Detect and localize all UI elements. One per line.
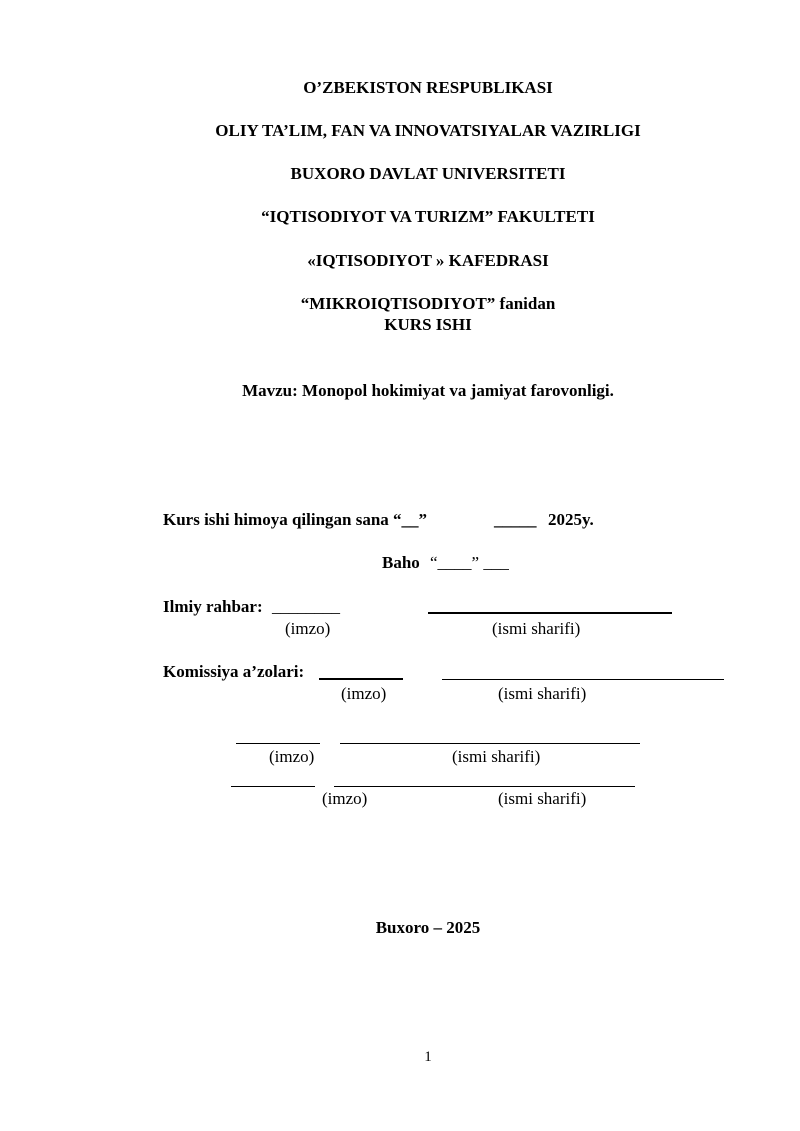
commission-name-line-1 xyxy=(442,679,724,680)
commission-name-caption-1: (ismi sharifi) xyxy=(498,684,587,703)
commission-signature-caption-3: (imzo) xyxy=(322,789,368,808)
page-number: 1 xyxy=(424,1049,432,1065)
supervisor-signature-blank: ________ xyxy=(272,597,340,616)
commission-signature-line-3 xyxy=(231,786,315,787)
supervisor-label: Ilmiy rahbar: xyxy=(163,597,263,616)
commission-signature-line-2 xyxy=(236,743,320,744)
republic-heading: O’ZBEKISTON RESPUBLIKASI xyxy=(303,78,553,97)
department-heading: «IQTISODIYOT » KAFEDRASI xyxy=(307,251,549,270)
supervisor-name-line xyxy=(428,612,672,614)
commission-name-line-2 xyxy=(340,743,640,744)
defense-year: 2025y. xyxy=(548,510,594,529)
commission-name-caption-2: (ismi sharifi) xyxy=(452,747,541,766)
supervisor-signature-caption: (imzo) xyxy=(285,619,331,638)
defense-date-label: Kurs ishi himoya qilingan sana “__” xyxy=(163,510,428,529)
commission-name-caption-3: (ismi sharifi) xyxy=(498,789,587,808)
commission-signature-line-1 xyxy=(319,678,403,680)
commission-name-line-3 xyxy=(334,786,635,787)
commission-signature-caption-1: (imzo) xyxy=(341,684,387,703)
faculty-heading: “IQTISODIYOT VA TURIZM” FAKULTETI xyxy=(261,207,595,226)
ministry-heading: OLIY TA’LIM, FAN VA INNOVATSIYALAR VAZIRLIGI xyxy=(215,121,641,140)
commission-label: Komissiya a’zolari: xyxy=(163,662,305,681)
defense-year-blank: _____ xyxy=(494,510,537,529)
grade-label: Baho xyxy=(382,553,420,572)
grade-value: “____” ___ xyxy=(430,553,509,572)
doc-type-heading: KURS ISHI xyxy=(384,315,472,334)
place-year: Buxoro – 2025 xyxy=(375,918,481,937)
university-heading: BUXORO DAVLAT UNIVERSITETI xyxy=(290,164,566,183)
topic-line: Mavzu: Monopol hokimiyat va jamiyat farovonligi. xyxy=(242,381,614,400)
commission-signature-caption-2: (imzo) xyxy=(269,747,315,766)
supervisor-name-caption: (ismi sharifi) xyxy=(492,619,581,638)
subject-heading: “MIKROIQTISODIYOT” fanidan xyxy=(300,294,556,313)
